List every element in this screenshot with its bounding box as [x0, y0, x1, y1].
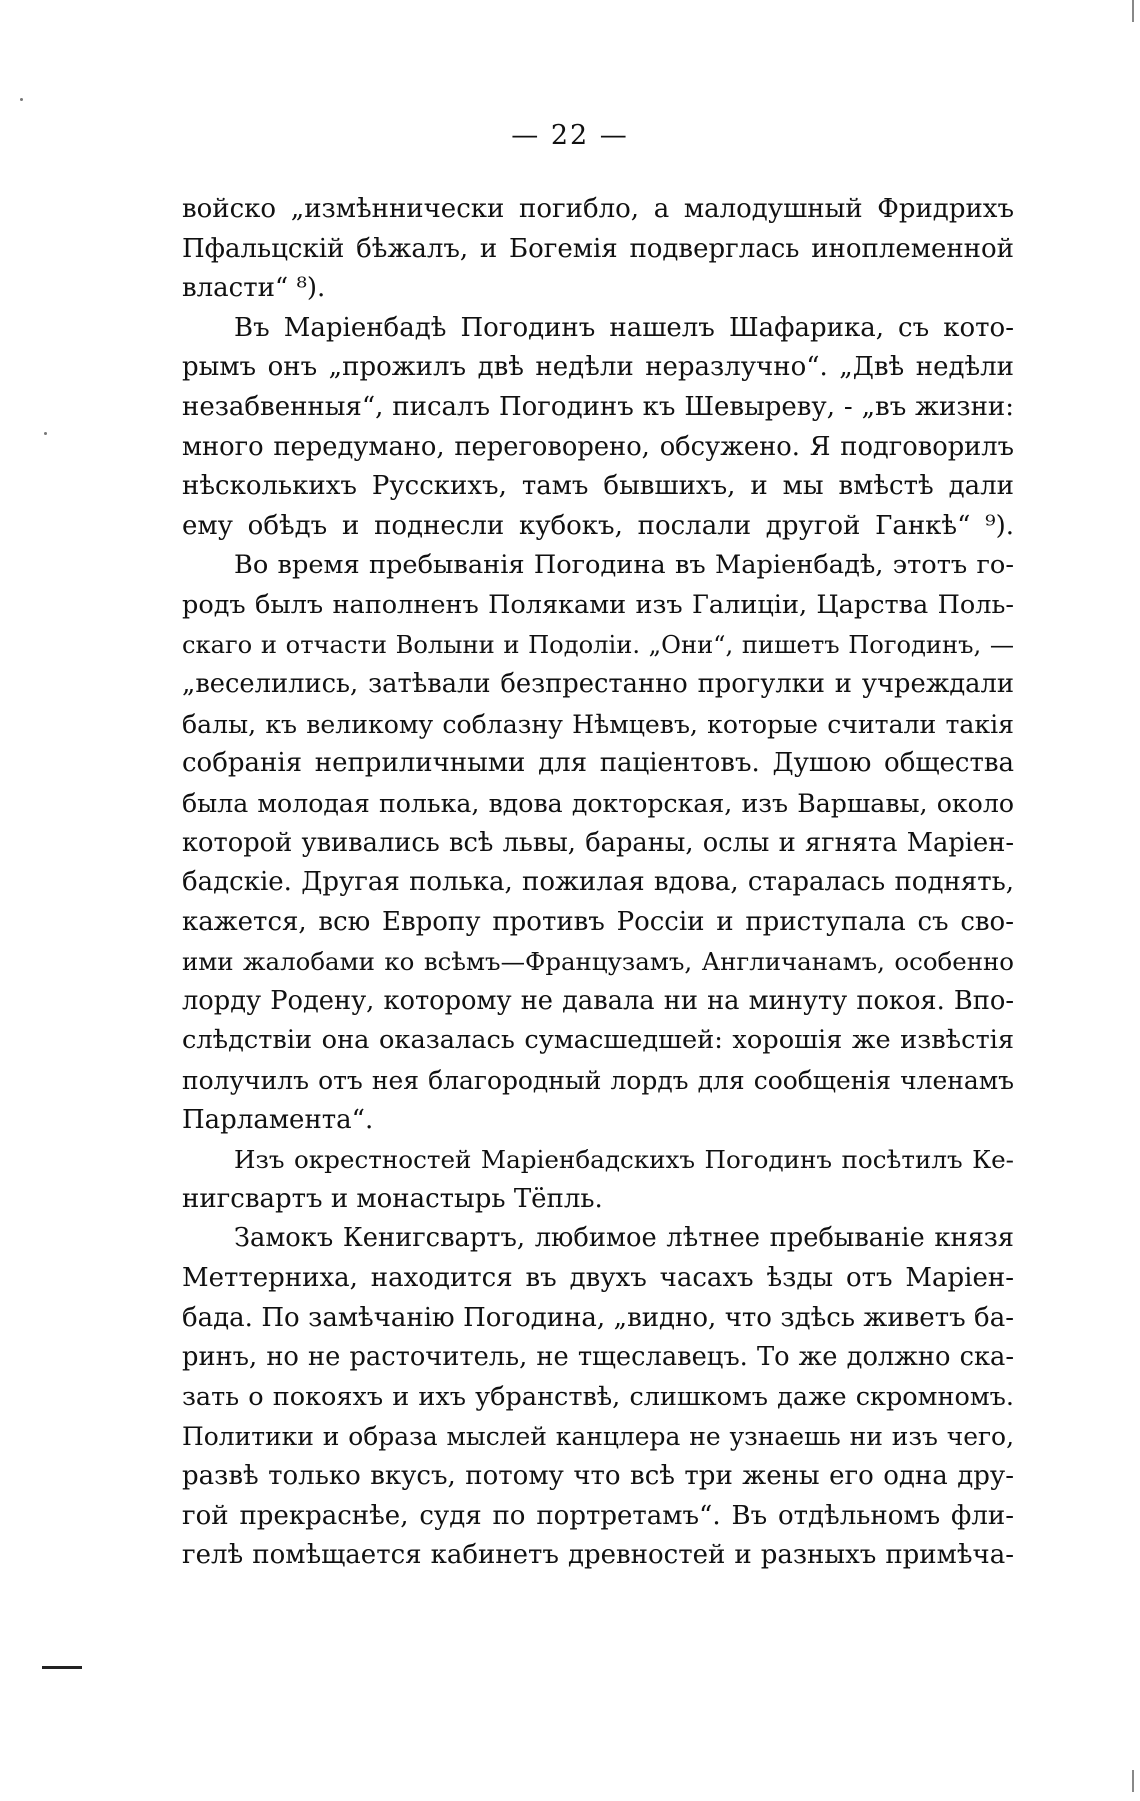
text-line: кажется, всю Европу противъ Россіи и приступала съ сво- — [182, 906, 1014, 937]
text-line: была молодая полька, вдова докторская, изъ Варшавы, около — [182, 788, 1014, 818]
page-number: — 22 — — [511, 120, 629, 151]
text-line: Парламента“. — [182, 1104, 374, 1135]
text-line: развѣ только вкусъ, потому что всѣ три жены его одна дру- — [182, 1461, 1014, 1491]
text-line: получилъ отъ нея благородный лордъ для сообщенія членамъ — [182, 1066, 1014, 1096]
text-line: „веселились, затѣвали безпрестанно прогулки и учреждали — [182, 669, 1014, 700]
scan-speck — [20, 98, 23, 101]
text-line: много передумано, переговорено, обсужено. Я подговорилъ — [182, 431, 1014, 462]
text-line: ринъ, но не расточитель, не тщеславецъ. То же должно ска- — [182, 1342, 1014, 1373]
text-line: бадскіе. Другая полька, пожилая вдова, старалась поднять, — [182, 867, 1014, 898]
text-line: гой прекраснѣе, судя по портретамъ“. Въ отдѣльномъ фли- — [182, 1500, 1014, 1531]
text-line: гелѣ помѣщается кабинетъ древностей и разныхъ примѣча- — [182, 1540, 1014, 1571]
text-line: Въ Маріенбадѣ Погодинъ нашелъ Шафарика, съ кото- — [234, 312, 1014, 343]
body-text — [182, 190, 1014, 1576]
text-line: нигсвартъ и монастырь Тёпль. — [182, 1183, 603, 1214]
text-line: бада. По замѣчанію Погодина, „видно, что здѣсь живетъ ба- — [182, 1302, 1014, 1333]
margin-mark — [42, 1666, 82, 1669]
text-line: ими жалобами ко всѣмъ—Французамъ, Англичанамъ, особенно — [182, 947, 1014, 977]
text-line: Политики и образа мыслей канцлера не узнаешь ни изъ чего, — [182, 1422, 1014, 1452]
text-line: которой увивались всѣ львы, бараны, ослы и ягнята Маріен- — [182, 827, 1014, 858]
text-line: незабвенныя“, писалъ Погодинъ къ Шевыреву, - „въ жизни: — [182, 391, 1014, 422]
text-line: Во время пребыванія Погодина въ Маріенбадѣ, этотъ го- — [234, 550, 1014, 581]
text-line: войско „измѣннически погибло, а малодушный Фридрихъ — [182, 194, 1014, 224]
text-line: Меттерниха, находится въ двухъ часахъ ѣзды отъ Маріен- — [182, 1263, 1014, 1294]
text-line: нѣсколькихъ Русскихъ, тамъ бывшихъ, и мы вмѣстѣ дали — [182, 471, 1014, 502]
text-line: скаго и отчасти Волыни и Подоліи. „Они“, пишетъ Погодинъ, — — [182, 630, 1014, 659]
text-line: слѣдствіи она оказалась сумасшедшей: хорошія же извѣстія — [182, 1025, 1014, 1056]
text-line: зать о покояхъ и ихъ убранствѣ, слишкомъ даже скромномъ. — [182, 1381, 1014, 1412]
text-line: Замокъ Кенигсвартъ, любимое лѣтнее пребываніе князя — [234, 1223, 1014, 1254]
text-line: ему обѣдъ и поднесли кубокъ, послали другой Ганкѣ“ ⁹). — [182, 510, 1014, 541]
scan-edge-mark — [1132, 0, 1134, 22]
text-line: Пфальцскій бѣжалъ, и Богемія подверглась иноплеменной — [182, 233, 1014, 264]
text-line: родъ былъ наполненъ Поляками изъ Галиціи, Царства Поль- — [182, 589, 1014, 620]
text-line: рымъ онъ „прожилъ двѣ недѣли неразлучно“. „Двѣ недѣли — [182, 352, 1014, 383]
text-line: лорду Родену, которому не давала ни на минуту покоя. Впо- — [182, 985, 1014, 1016]
text-line: Изъ окрестностей Маріенбадскихъ Погодинъ посѣтилъ Ке- — [234, 1145, 1014, 1175]
text-line: балы, къ великому соблазну Нѣмцевъ, которые считали такія — [182, 709, 1014, 739]
text-line: собранія неприличными для паціентовъ. Душою общества — [182, 748, 1014, 779]
text-line: власти“ ⁸). — [182, 273, 326, 304]
scan-speck — [44, 432, 47, 435]
scan-edge-mark — [1132, 1770, 1134, 1792]
